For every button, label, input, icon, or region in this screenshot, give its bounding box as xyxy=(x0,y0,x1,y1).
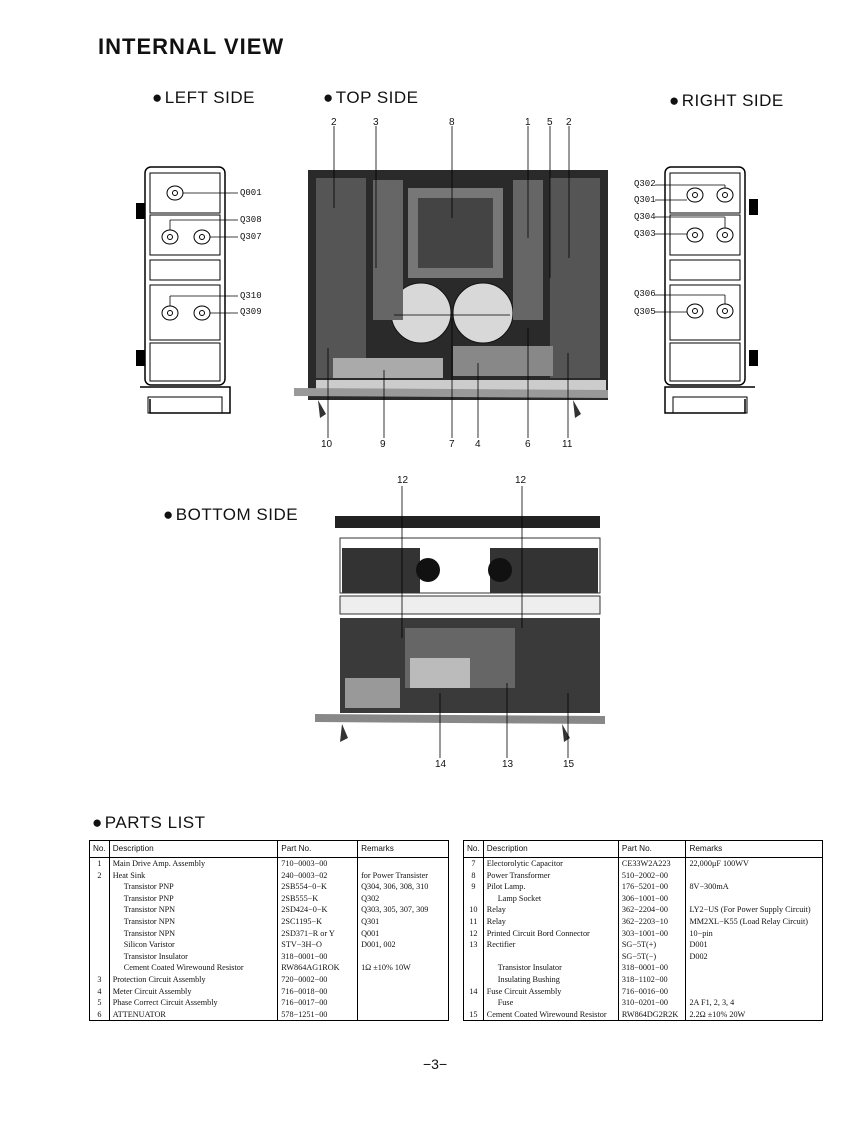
cell-no xyxy=(464,893,484,905)
cell-no xyxy=(90,951,110,963)
cell-remarks: 2A F1, 2, 3, 4 xyxy=(686,997,823,1009)
cell-part-no: 716−0016−00 xyxy=(618,986,686,998)
table-row xyxy=(464,951,823,963)
page-number: −3− xyxy=(423,1056,448,1072)
table-row xyxy=(90,893,449,905)
cell-description xyxy=(483,951,618,963)
cell-part-no: 510−2002−00 xyxy=(618,870,686,882)
cell-part-no: 2SD371−R or Y xyxy=(278,928,358,940)
table-row xyxy=(464,928,823,940)
callout-4: 4 xyxy=(475,439,481,450)
cell-no: 1 xyxy=(90,858,110,870)
section-left-side: ● LEFT SIDE xyxy=(152,88,255,108)
cell-part-no: SG−5T(−) xyxy=(618,951,686,963)
cell-description: Fuse xyxy=(483,997,618,1009)
cell-no xyxy=(464,974,484,986)
cell-description: Fuse Circuit Assembly xyxy=(483,986,618,998)
table-row xyxy=(90,986,449,998)
cell-part-no: 716−0017−00 xyxy=(278,997,358,1009)
table-row xyxy=(90,870,449,882)
cell-description: Relay xyxy=(483,904,618,916)
table-row xyxy=(90,928,449,940)
callout-15: 15 xyxy=(563,759,575,770)
section-right-side: ● RIGHT SIDE xyxy=(669,91,784,111)
callout-9: 9 xyxy=(380,439,386,450)
cell-remarks: for Power Transister xyxy=(358,870,449,882)
cell-remarks: 8V−300mA xyxy=(686,881,823,893)
section-top-side: ● TOP SIDE xyxy=(323,88,419,108)
cell-part-no: 310−0201−00 xyxy=(618,997,686,1009)
table-row xyxy=(90,939,449,951)
cell-description: Transistor PNP xyxy=(109,881,278,893)
cell-remarks xyxy=(686,870,823,882)
table-row xyxy=(464,916,823,928)
page-title: INTERNAL VIEW xyxy=(98,34,285,59)
cell-remarks xyxy=(686,986,823,998)
label-q309: Q309 xyxy=(240,307,262,317)
cell-description: Insulating Bushing xyxy=(483,974,618,986)
cell-no: 13 xyxy=(464,939,484,951)
table-row xyxy=(464,870,823,882)
callout-6: 6 xyxy=(525,439,531,450)
callout-3: 3 xyxy=(373,117,379,128)
label-q308: Q308 xyxy=(240,215,262,225)
table-row xyxy=(90,997,449,1009)
right-side-drawing xyxy=(655,165,765,425)
callout-1: 1 xyxy=(525,117,531,128)
cell-no: 5 xyxy=(90,997,110,1009)
cell-description: Silicon Varistor xyxy=(109,939,278,951)
cell-part-no: 710−0003−00 xyxy=(278,858,358,870)
cell-no xyxy=(464,962,484,974)
table-row xyxy=(464,893,823,905)
col-remarks: Remarks xyxy=(358,841,449,858)
cell-no: 14 xyxy=(464,986,484,998)
table-row xyxy=(90,916,449,928)
callout-8: 8 xyxy=(449,117,455,128)
cell-description: ATTENUATOR xyxy=(109,1009,278,1021)
cell-description: Heat Sink xyxy=(109,870,278,882)
col-description: Description xyxy=(483,841,618,858)
cell-remarks: LY2−US (For Power Supply Circuit) xyxy=(686,904,823,916)
cell-part-no: CE33W2A223 xyxy=(618,858,686,870)
cell-remarks: D001, 002 xyxy=(358,939,449,951)
cell-part-no: RW864AG1ROK xyxy=(278,962,358,974)
table-row xyxy=(464,858,823,870)
table-row xyxy=(90,858,449,870)
table-row xyxy=(90,1009,449,1021)
table-row xyxy=(464,904,823,916)
cell-part-no: 720−0002−00 xyxy=(278,974,358,986)
col-remarks: Remarks xyxy=(686,841,823,858)
cell-remarks xyxy=(686,893,823,905)
cell-description: Electorolytic Capacitor xyxy=(483,858,618,870)
cell-part-no: 2SB554−0−K xyxy=(278,881,358,893)
callout-13: 13 xyxy=(502,759,514,770)
cell-remarks: Q302 xyxy=(358,893,449,905)
cell-no: 12 xyxy=(464,928,484,940)
label-q001: Q001 xyxy=(240,188,262,198)
cell-part-no: 318−0001−00 xyxy=(618,962,686,974)
table-row xyxy=(464,962,823,974)
cell-no: 8 xyxy=(464,870,484,882)
col-part-no: Part No. xyxy=(278,841,358,858)
cell-remarks xyxy=(358,974,449,986)
cell-no xyxy=(464,997,484,1009)
cell-part-no: 716−0018−00 xyxy=(278,986,358,998)
cell-description: Power Transformer xyxy=(483,870,618,882)
col-description: Description xyxy=(109,841,278,858)
table-row xyxy=(464,986,823,998)
cell-no: 10 xyxy=(464,904,484,916)
cell-part-no: 578−1251−00 xyxy=(278,1009,358,1021)
cell-part-no: 303−1001−00 xyxy=(618,928,686,940)
cell-remarks: Q301 xyxy=(358,916,449,928)
cell-description: Main Drive Amp. Assembly xyxy=(109,858,278,870)
label-q307: Q307 xyxy=(240,232,262,242)
cell-remarks: 2.2Ω ±10% 20W xyxy=(686,1009,823,1021)
cell-no: 11 xyxy=(464,916,484,928)
label-q302: Q302 xyxy=(634,179,656,189)
cell-description: Printed Circuit Bord Connector xyxy=(483,928,618,940)
cell-no: 6 xyxy=(90,1009,110,1021)
col-part-no: Part No. xyxy=(618,841,686,858)
callout-12b: 12 xyxy=(515,475,527,486)
cell-remarks: D001 xyxy=(686,939,823,951)
cell-remarks xyxy=(358,997,449,1009)
table-row xyxy=(90,974,449,986)
cell-description: Transistor PNP xyxy=(109,893,278,905)
cell-no xyxy=(90,916,110,928)
callout-10: 10 xyxy=(321,439,333,450)
cell-part-no: 318−1102−00 xyxy=(618,974,686,986)
cell-no: 3 xyxy=(90,974,110,986)
cell-description: Rectifier xyxy=(483,939,618,951)
label-q306: Q306 xyxy=(634,289,656,299)
cell-no xyxy=(464,951,484,963)
cell-remarks xyxy=(358,858,449,870)
label-q304: Q304 xyxy=(634,212,656,222)
bottom-side-photo xyxy=(310,478,610,768)
cell-description: Meter Circuit Assembly xyxy=(109,986,278,998)
cell-description: Protection Circuit Assembly xyxy=(109,974,278,986)
label-q305: Q305 xyxy=(634,307,656,317)
cell-remarks: Q304, 306, 308, 310 xyxy=(358,881,449,893)
cell-part-no: SG−5T(+) xyxy=(618,939,686,951)
cell-no xyxy=(90,939,110,951)
cell-remarks: Q001 xyxy=(358,928,449,940)
section-bottom-side: ● BOTTOM SIDE xyxy=(163,505,298,525)
cell-no: 9 xyxy=(464,881,484,893)
cell-description: Relay xyxy=(483,916,618,928)
cell-no xyxy=(90,928,110,940)
cell-no: 4 xyxy=(90,986,110,998)
cell-description: Transistor NPN xyxy=(109,928,278,940)
cell-part-no: 240−0003−02 xyxy=(278,870,358,882)
table-row xyxy=(90,881,449,893)
cell-part-no: 362−2204−00 xyxy=(618,904,686,916)
cell-description: Transistor Insulator xyxy=(109,951,278,963)
cell-part-no: 2SD424−0−K xyxy=(278,904,358,916)
callout-5: 5 xyxy=(547,117,553,128)
callout-2a: 2 xyxy=(331,117,337,128)
cell-no xyxy=(90,962,110,974)
cell-part-no: RW864DG2R2K xyxy=(618,1009,686,1021)
col-no: No. xyxy=(90,841,110,858)
cell-description: Pilot Lamp. xyxy=(483,881,618,893)
table-row xyxy=(90,962,449,974)
cell-remarks: 10−pin xyxy=(686,928,823,940)
cell-part-no: 2SC1195−K xyxy=(278,916,358,928)
table-row xyxy=(464,881,823,893)
cell-part-no: STV−3H−O xyxy=(278,939,358,951)
cell-remarks: D002 xyxy=(686,951,823,963)
cell-description: Phase Correct Circuit Assembly xyxy=(109,997,278,1009)
table-row xyxy=(464,939,823,951)
parts-table-right xyxy=(463,840,823,1021)
cell-description: Transistor NPN xyxy=(109,916,278,928)
cell-part-no: 2SB555−K xyxy=(278,893,358,905)
cell-no: 15 xyxy=(464,1009,484,1021)
cell-remarks: 22,000μF 100WV xyxy=(686,858,823,870)
cell-remarks xyxy=(358,986,449,998)
callout-12a: 12 xyxy=(397,475,409,486)
cell-description: Transistor Insulator xyxy=(483,962,618,974)
table-row xyxy=(90,904,449,916)
callout-14: 14 xyxy=(435,759,447,770)
col-no: No. xyxy=(464,841,484,858)
label-q303: Q303 xyxy=(634,229,656,239)
table-row xyxy=(464,974,823,986)
cell-no: 2 xyxy=(90,870,110,882)
cell-description: Transistor NPN xyxy=(109,904,278,916)
cell-remarks: 1Ω ±10% 10W xyxy=(358,962,449,974)
cell-remarks xyxy=(686,962,823,974)
top-side-photo xyxy=(288,118,618,448)
table-row xyxy=(464,1009,823,1021)
parts-table-left xyxy=(89,840,449,1021)
table-row xyxy=(464,997,823,1009)
cell-remarks xyxy=(358,951,449,963)
cell-description: Cement Coated Wirewound Resistor xyxy=(109,962,278,974)
callout-2b: 2 xyxy=(566,117,572,128)
cell-remarks: Q303, 305, 307, 309 xyxy=(358,904,449,916)
cell-remarks xyxy=(686,974,823,986)
callout-7: 7 xyxy=(449,439,455,450)
cell-description: Lamp Socket xyxy=(483,893,618,905)
label-q310: Q310 xyxy=(240,291,262,301)
cell-no xyxy=(90,881,110,893)
cell-description: Cement Coated Wirewound Resistor xyxy=(483,1009,618,1021)
cell-remarks: MM2XL−K55 (Load Relay Circuit) xyxy=(686,916,823,928)
cell-part-no: 306−1001−00 xyxy=(618,893,686,905)
left-side-drawing xyxy=(130,165,240,425)
cell-remarks xyxy=(358,1009,449,1021)
cell-part-no: 176−5201−00 xyxy=(618,881,686,893)
cell-part-no: 362−2203−10 xyxy=(618,916,686,928)
cell-part-no: 318−0001−00 xyxy=(278,951,358,963)
section-parts-list: ● PARTS LIST xyxy=(92,813,206,833)
callout-11: 11 xyxy=(562,439,573,450)
cell-no xyxy=(90,904,110,916)
label-q301: Q301 xyxy=(634,195,656,205)
cell-no xyxy=(90,893,110,905)
cell-no: 7 xyxy=(464,858,484,870)
table-row xyxy=(90,951,449,963)
